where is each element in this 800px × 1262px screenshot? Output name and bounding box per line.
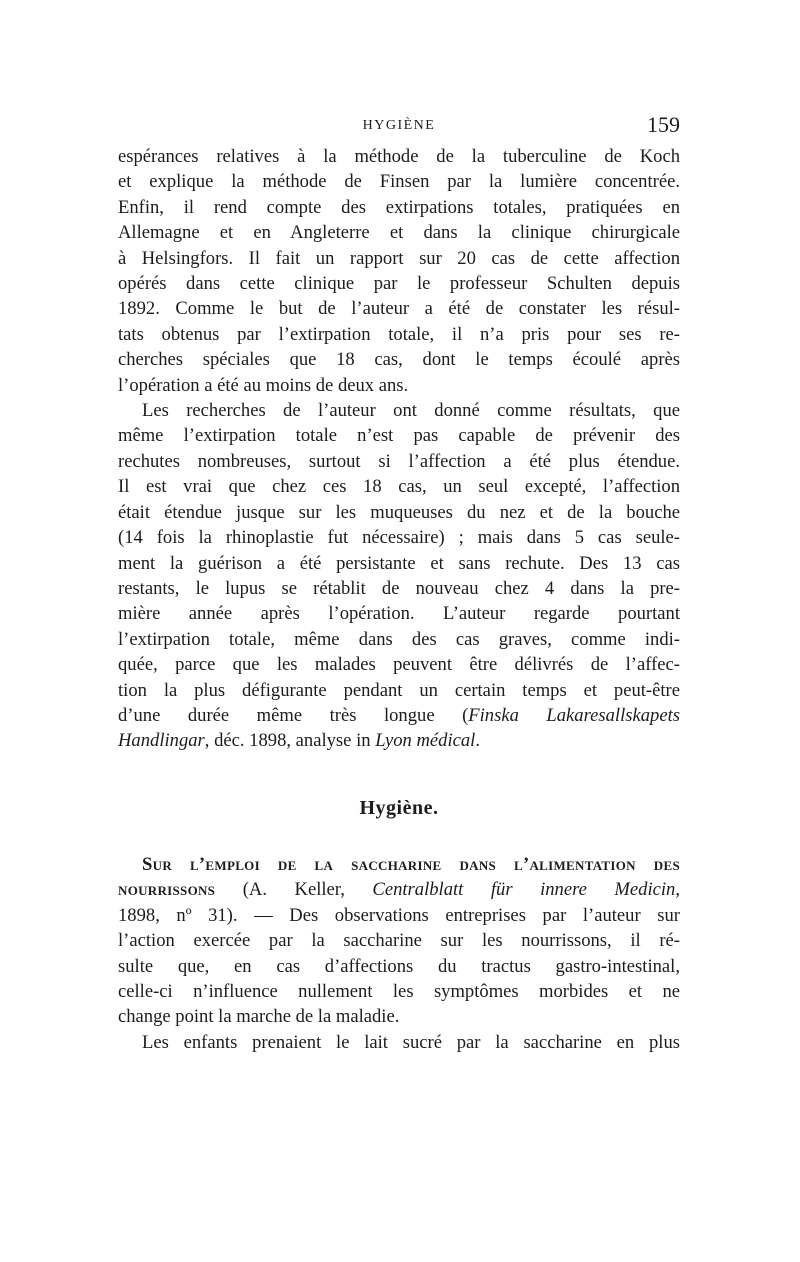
text-line: tats obtenus par l’extirpation totale, il n’a pris pour ses re- [118,323,680,345]
body-text [118,144,680,754]
text-line: et explique la méthode de Finsen par la lumière concentrée. [118,171,680,193]
text-line: sulte que, en cas d’affections du tractus gastro-intestinal, [118,955,680,977]
article-paragraph [118,852,680,1030]
text-line: espérances relatives à la méthode de la tuberculine de Koch [118,146,680,167]
text-segment: , déc. 1898, analyse in [204,730,376,752]
text-line: ment la guérison a été persistante et sans rechute. Des 13 cas [118,552,680,574]
text-line: quée, parce que les malades peuvent être délivrés de l’affec- [118,654,680,676]
journal-title: Handlingar [118,730,205,752]
journal-title: Lyon médical [375,730,476,752]
text-line: Enfin, il rend compte des extirpations totales, pratiquées en [118,196,680,218]
text-line: Les recherches de l’auteur ont donné comme résultats, que [142,400,680,422]
text-line: 1892. Comme le but de l’auteur a été de constater les résul- [118,298,680,320]
text-line: Les enfants prenaient le lait sucré par la saccharine en plus [142,1031,680,1053]
article-paragraph [118,1030,680,1055]
page-number: 159 [647,112,680,137]
paragraph-2 [118,398,680,754]
article-title-text: Sur l’emploi de la saccharine dans l’alimentation des [142,854,680,875]
text-line: rechutes nombreuses, surtout si l’affection a été plus étendue. [118,450,680,472]
text-line: était étendue jusque sur les muqueuses du nez et de la bouche [118,501,680,523]
text-line: Allemagne et en Angleterre et dans la clinique chirurgicale [118,222,680,244]
text-line: mière année après l’opération. L’auteur regarde pourtant [118,603,680,625]
text-line: opérés dans cette clinique par le professeur Schulten depuis [118,273,680,295]
text-segment: , [675,879,680,901]
text-line: cherches spéciales que 18 cas, dont le temps écoulé après [118,349,680,371]
text-line: même l’extirpation totale n’est pas capable de prévenir des [118,425,680,447]
text-line: l’opération a été au moins de deux ans. [118,374,409,396]
text-segment: d’une durée même très longue ( [118,704,469,726]
running-title: HYGIÈNE [362,118,436,133]
text-line: restants, le lupus se rétablit de nouveau chez 4 dans la pre- [118,577,680,599]
journal-title: Centralblatt für innere Medicin [372,879,676,901]
section-heading: Hygiène. [359,797,439,819]
text-segment: (A. Keller, [215,879,373,901]
text-line: 1898, nº 31). — Des observations entreprises par l’auteur sur [118,904,680,926]
text-line: tion la plus défigurante pendant un certain temps et peut-être [118,679,680,701]
text-line [118,728,680,753]
paragraph-1 [118,144,680,398]
article [118,852,680,1055]
text-line: Il est vrai que chez ces 18 cas, un seul excepté, l’affection [118,476,680,498]
article-title-text: nourrissons [118,879,216,901]
text-line: change point la marche de la maladie. [118,1006,400,1028]
text-line: l’action exercée par la saccharine sur les nourrissons, il ré- [118,930,680,952]
text-line [118,703,680,728]
running-head [118,112,680,142]
text-line: (14 fois la rhinoplastie fut nécessaire) ; mais dans 5 cas seule- [118,527,680,549]
text-segment: . [475,730,480,752]
text-line: à Helsingfors. Il fait un rapport sur 20 cas de cette affection [118,247,680,269]
journal-title: Finska Lakaresallskapets [468,704,680,726]
text-line [118,877,680,902]
text-line: l’extirpation totale, même dans des cas graves, comme indi- [118,628,680,650]
text-line: celle-ci n’influence nullement les symptômes morbides et ne [118,981,680,1003]
article-title [118,852,680,877]
